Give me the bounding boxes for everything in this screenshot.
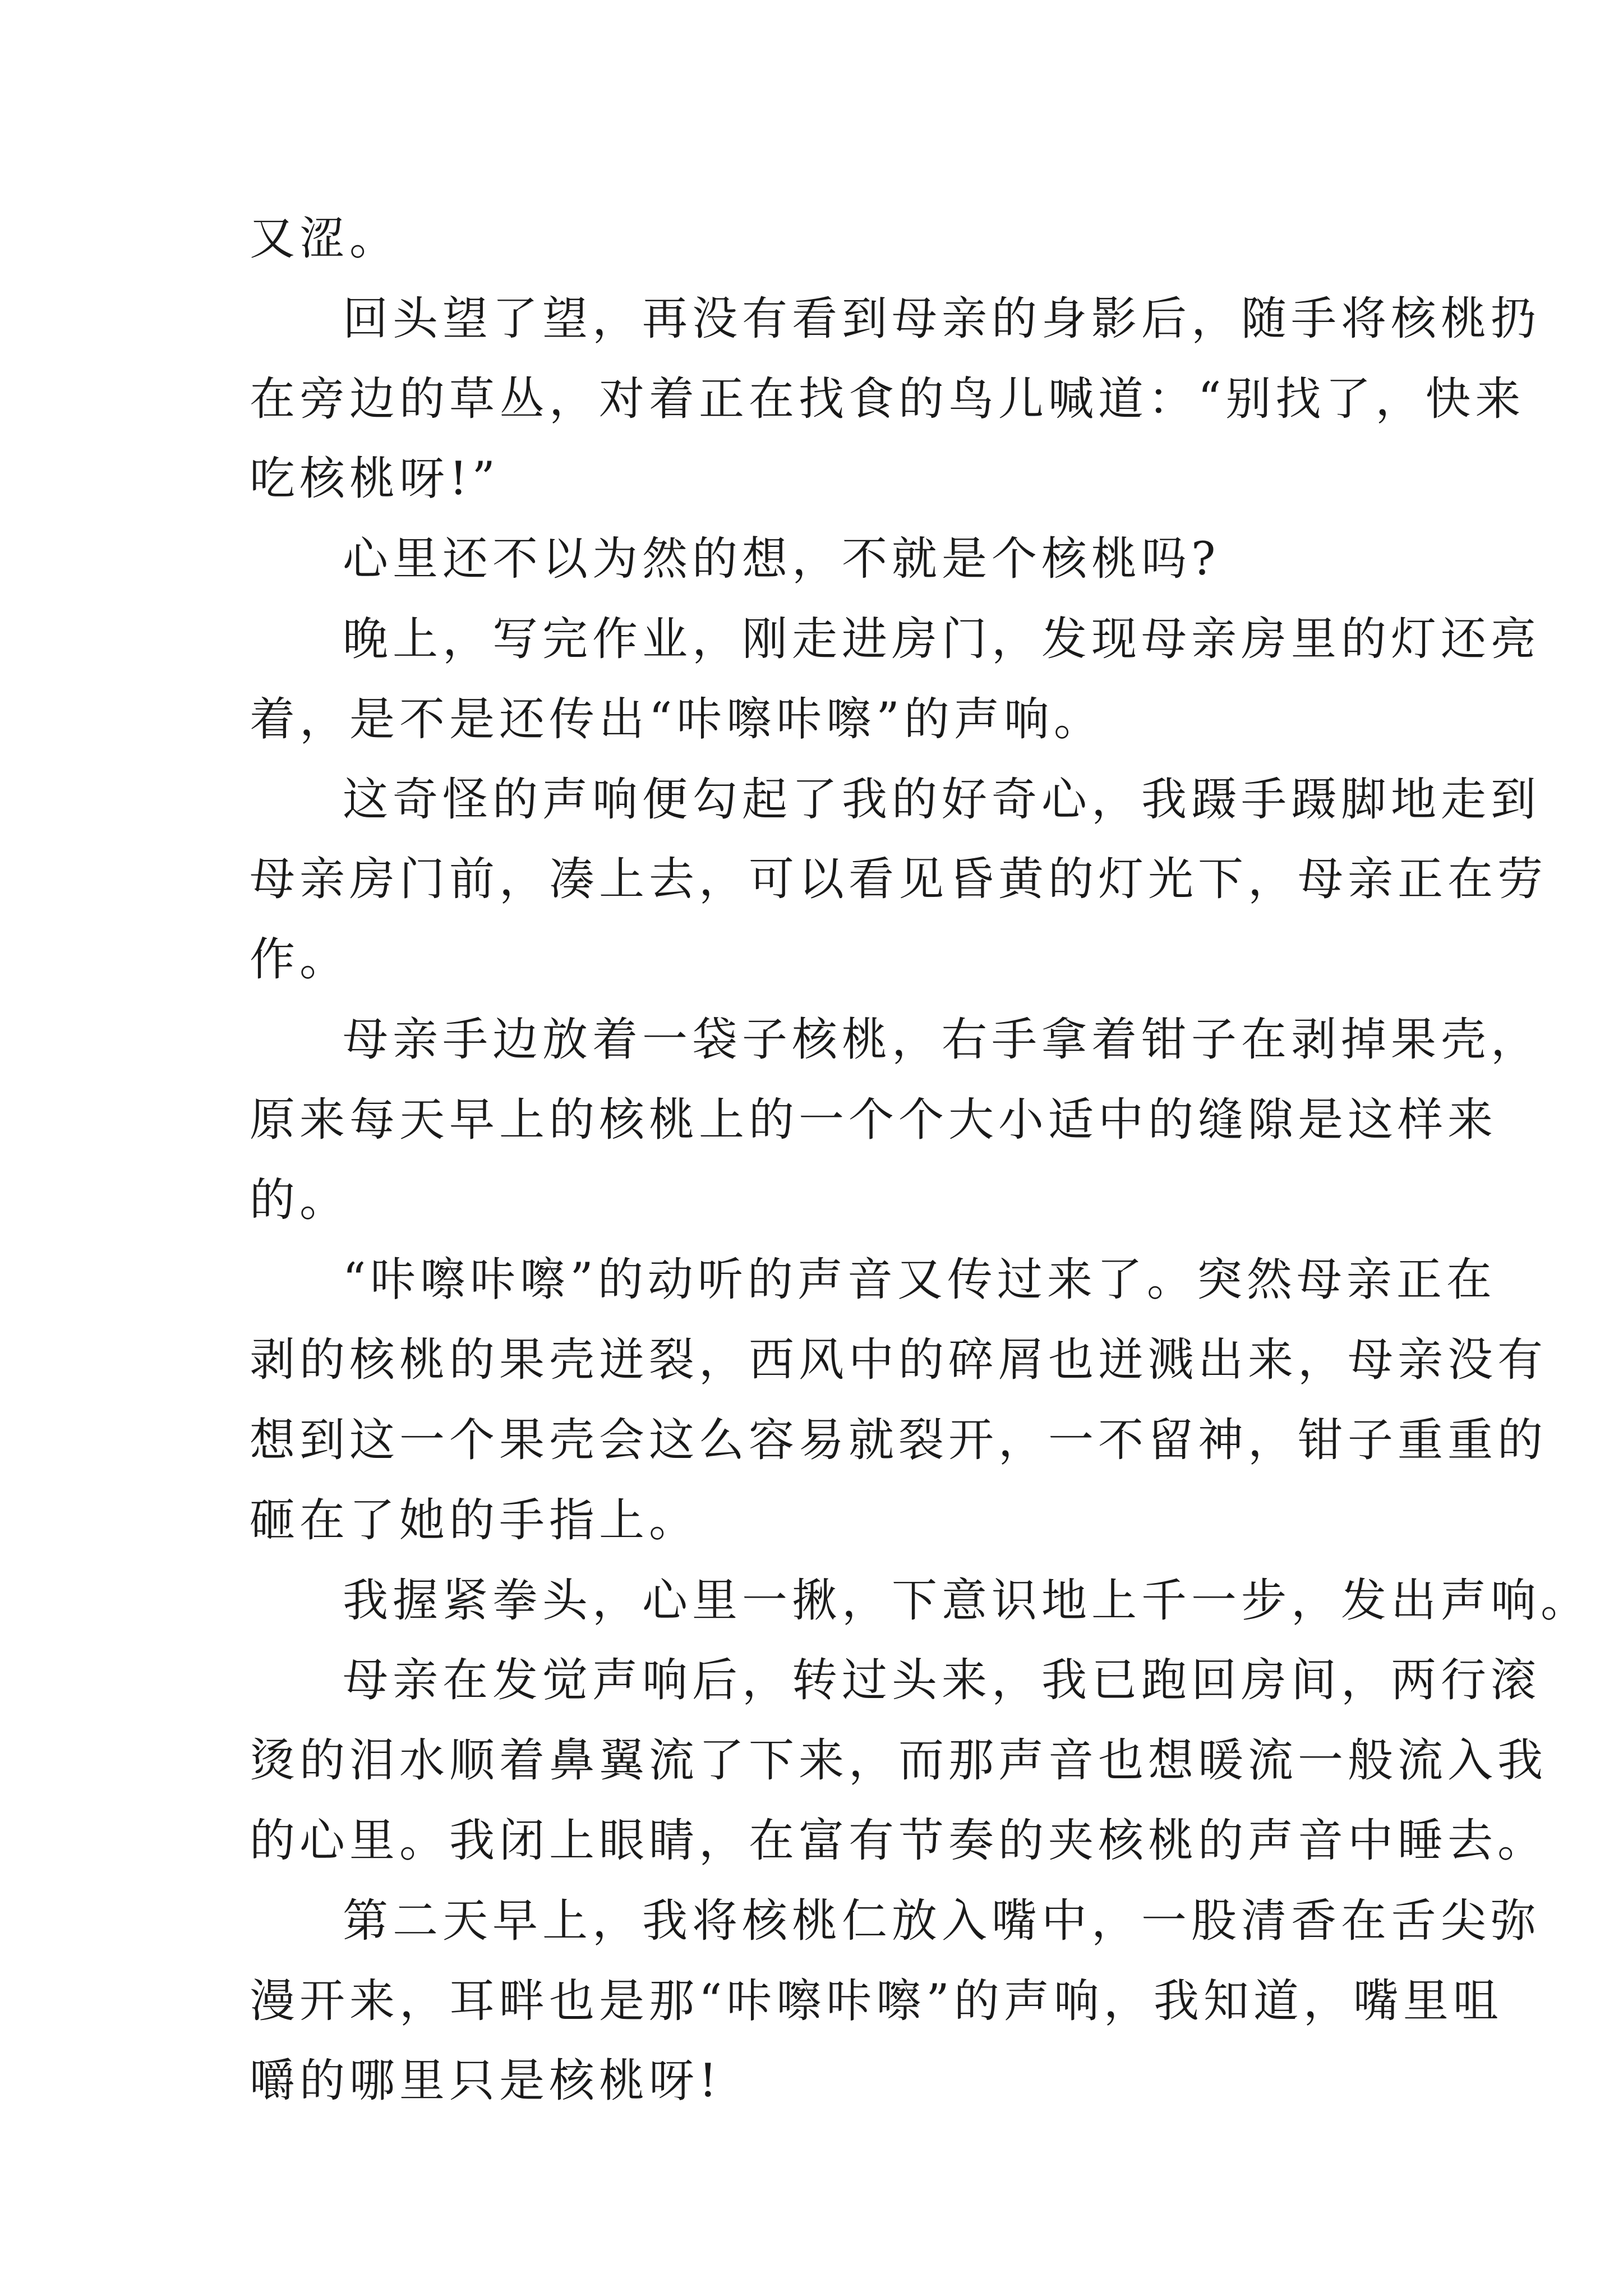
text-line: 烫的泪水顺着鼻翼流了下来，而那声音也想暖流一般流入我 — [250, 1734, 1548, 1788]
text-line: 母亲在发觉声响后，转过头来，我已跑回房间，两行滚 — [343, 1654, 1541, 1708]
text-line: 剥的核桃的果壳迸裂，西风中的碎屑也迸溅出来，母亲没有 — [250, 1334, 1548, 1387]
text-line: 这奇怪的声响便勾起了我的好奇心，我蹑手蹑脚地走到 — [343, 773, 1541, 826]
text-line: 母亲手边放着一袋子核桃，右手拿着钳子在剥掉果壳， — [343, 1013, 1541, 1066]
text-line: 砸在了她的手指上。 — [250, 1494, 699, 1547]
document-body — [250, 199, 1591, 2122]
text-line: 的。 — [250, 1174, 350, 1227]
text-line: 嚼的哪里只是核桃呀! — [250, 2055, 722, 2108]
text-line: 在旁边的草丛，对着正在找食的鸟儿喊道：“别找了，快来 — [250, 372, 1525, 426]
text-line: 母亲房门前，凑上去，可以看见昏黄的灯光下，母亲正在劳 — [250, 853, 1548, 907]
text-line: 想到这一个果壳会这么容易就裂开，一不留神，钳子重重的 — [250, 1414, 1548, 1467]
text-line: 的心里。我闭上眼睛，在富有节奏的夹核桃的声音中睡去。 — [250, 1814, 1548, 1867]
text-line: 原来每天早上的核桃上的一个个大小适中的缝隙是这样来 — [250, 1093, 1498, 1147]
text-line: 我握紧拳头，心里一揪，下意识地上千一步，发出声响。 — [343, 1574, 1591, 1627]
text-line: 着，是不是还传出“咔嚓咔嚓”的声响。 — [250, 693, 1104, 746]
text-line: 第二天早上，我将核桃仁放入嘴中，一股清香在舌尖弥 — [343, 1894, 1541, 1948]
text-line: 漫开来，耳畔也是那“咔嚓咔嚓”的声响，我知道，嘴里咀 — [250, 1975, 1503, 2028]
text-line: 晚上，写完作业，刚走进房门，发现母亲房里的灯还亮 — [343, 613, 1541, 666]
text-line: 回头望了望，再没有看到母亲的身影后，随手将核桃扔 — [343, 292, 1541, 346]
text-line: 作。 — [250, 933, 350, 987]
text-line: “咔嚓咔嚓”的动听的声音又传过来了。突然母亲正在 — [343, 1254, 1496, 1307]
text-line: 又涩。 — [250, 213, 400, 265]
text-line: 吃核桃呀!” — [250, 453, 500, 506]
text-line: 心里还不以为然的想，不就是个核桃吗? — [343, 533, 1220, 586]
